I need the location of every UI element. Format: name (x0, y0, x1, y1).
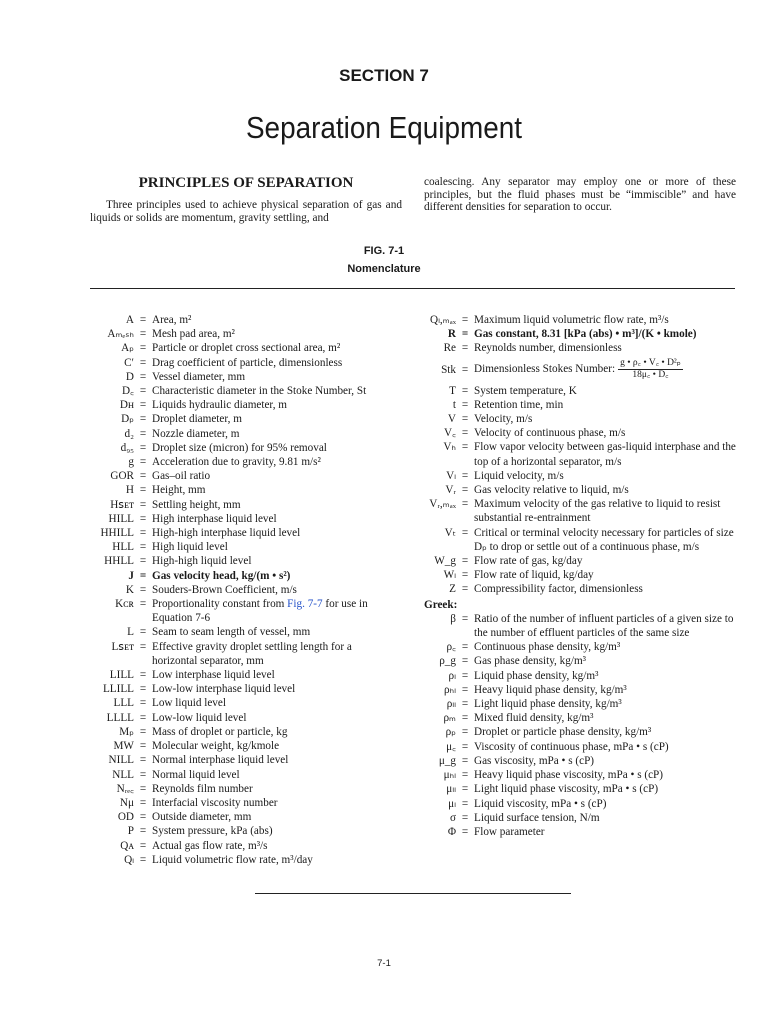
nomenclature-row: Hꜱᴇᴛ = Settling height, mm (90, 498, 390, 512)
nomenclature-row: μₗ = Liquid viscosity, mPa • s (cP) (420, 797, 738, 811)
nomenclature-row: d₂ = Nozzle diameter, m (90, 427, 390, 441)
nomenclature-row: t = Retention time, min (420, 398, 738, 412)
nomenclature-row: Qₗ,ₘₐₓ = Maximum liquid volumetric flow rate, m³/s (420, 313, 738, 327)
nomenclature-row: d₉₅ = Droplet size (micron) for 95% removal (90, 441, 390, 455)
definition: Liquids hydraulic diameter, m (152, 399, 288, 412)
definition: Liquid viscosity, mPa • s (cP) (474, 797, 607, 810)
symbol: Aₚ (121, 342, 134, 355)
symbol: ρₕₗ (444, 683, 456, 696)
definition: Critical or terminal velocity necessary for particles of size Dₚ to drop or settle out of a continuous phase, m/s (474, 526, 734, 553)
nomenclature-row: Vᵣ = Gas velocity relative to liquid, m/s (420, 483, 738, 497)
symbol: Aₘₑₛₕ (107, 328, 134, 341)
definition: Heavy liquid phase density, kg/m³ (474, 683, 627, 696)
symbol: J (128, 569, 134, 582)
symbol: LILL (109, 669, 134, 682)
symbol: Stk (441, 363, 456, 376)
symbol: K (125, 583, 134, 596)
definition: Normal liquid level (152, 768, 240, 781)
definition: Flow rate of liquid, kg/day (474, 569, 594, 582)
symbol: NLL (112, 768, 134, 781)
nomenclature-row: D꜀ = Characteristic diameter in the Stoke Number, St (90, 384, 390, 398)
symbol: ρₘ (443, 712, 456, 725)
symbol: LLILL (102, 683, 134, 696)
symbol: μₗₗ (446, 783, 456, 796)
definition: Low-low interphase liquid level (152, 683, 296, 696)
nomenclature-row: ρ꜀ = Continuous phase density, kg/m³ (420, 640, 738, 654)
symbol: HHLL (104, 555, 134, 568)
symbol: P (127, 825, 134, 838)
nomenclature-right-column (420, 313, 738, 839)
definition: Mesh pad area, m² (152, 328, 235, 341)
symbol: Kᴄʀ (115, 598, 134, 611)
definition: System temperature, K (474, 384, 577, 397)
nomenclature-row: LILL = Low interphase liquid level (90, 668, 390, 682)
nomenclature-row: Dʜ = Liquids hydraulic diameter, m (90, 398, 390, 412)
nomenclature-row: R = Gas constant, 8.31 [kPa (abs) • m³]/(K • kmole) (420, 327, 738, 341)
page-title: Separation Equipment (245, 110, 523, 145)
nomenclature-row: Φ = Flow parameter (420, 825, 738, 839)
symbol: V (447, 413, 456, 426)
nomenclature-row: A = Area, m² (90, 313, 390, 327)
symbol: Nᵣₑ꜀ (116, 782, 134, 795)
nomenclature-row: Dₚ = Droplet diameter, m (90, 412, 390, 426)
symbol: Re (443, 342, 456, 355)
nomenclature-row: Wₗ = Flow rate of liquid, kg/day (420, 568, 738, 582)
nomenclature-row: NILL = Normal interphase liquid level (90, 753, 390, 767)
symbol: HLL (112, 541, 134, 554)
symbol: OD (117, 811, 134, 824)
symbol: d₉₅ (120, 441, 134, 454)
definition: Actual gas flow rate, m³/s (152, 839, 268, 852)
definition: Gas velocity head, kg/(m • s²) (152, 569, 291, 582)
definition: Low-low liquid level (152, 711, 247, 724)
nomenclature-row: Nᵣₑ꜀ = Reynolds film number (90, 782, 390, 796)
definition: Velocity of continuous phase, m/s (474, 427, 626, 440)
definition: Acceleration due to gravity, 9.81 m/s² (152, 456, 321, 469)
top-rule (90, 288, 735, 289)
nomenclature-row: μ꜀ = Viscosity of continuous phase, mPa • s (cP) (420, 740, 738, 754)
page-number: 7-1 (377, 958, 391, 969)
nomenclature-row: J = Gas velocity head, kg/(m • s²) (90, 569, 390, 583)
symbol: μ_g (438, 754, 456, 767)
definition: Maximum liquid volumetric flow rate, m³/s (474, 314, 669, 326)
definition: Drag coefficient of particle, dimensionless (152, 356, 343, 369)
definition: Reynolds number, dimensionless (474, 342, 622, 355)
definition: Viscosity of continuous phase, mPa • s (cP) (474, 740, 669, 753)
definition: Characteristic diameter in the Stoke Number, St (152, 385, 367, 398)
nomenclature-row: ρₘ = Mixed fluid density, kg/m³ (420, 711, 738, 725)
symbol: R (447, 328, 456, 341)
nomenclature-row: β = Ratio of the number of influent particles of a given size to the number of effluent particles of the same size (420, 612, 738, 640)
nomenclature-row: Kᴄʀ = Proportionality constant from Fig. 7-7 for use in Equation 7-6 (90, 597, 390, 625)
nomenclature-row: Z = Compressibility factor, dimensionless (420, 582, 738, 596)
nomenclature-row: g = Acceleration due to gravity, 9.81 m/s² (90, 455, 390, 469)
intro-paragraph-left: Three principles used to achieve physical separation of gas and liquids or solids are momentum, gravity settling, and (90, 199, 402, 224)
nomenclature-row: HHILL = High-high interphase liquid level (90, 526, 390, 540)
symbol: μₗ (448, 797, 456, 810)
nomenclature-row: Qₗ = Liquid volumetric flow rate, m³/day (90, 853, 390, 867)
definition: Settling height, mm (152, 498, 241, 511)
nomenclature-row: NLL = Normal liquid level (90, 768, 390, 782)
definition: Vessel diameter, mm (152, 370, 246, 383)
definition: Low interphase liquid level (152, 669, 275, 682)
nomenclature-row: HLL = High liquid level (90, 540, 390, 554)
definition: Continuous phase density, kg/m³ (474, 641, 621, 654)
definition: Ratio of the number of influent particles of a given size to the number of effluent particles of the same size (474, 612, 734, 640)
symbol: β (450, 612, 456, 625)
symbol: HILL (108, 512, 134, 525)
definition: Height, mm (152, 484, 206, 497)
definition: Droplet size (micron) for 95% removal (152, 441, 327, 454)
definition: Souders-Brown Coefficient, m/s (152, 583, 297, 596)
definition: Liquid surface tension, N/m (474, 811, 600, 824)
definition: Gas constant, 8.31 [kPa (abs) • m³]/(K • kmole) (474, 328, 697, 341)
symbol: Qᴀ (120, 839, 134, 852)
definition: Proportionality constant from Fig. 7-7 for use in Equation 7-6 (152, 598, 368, 625)
symbol: t (452, 398, 456, 411)
definition: Dimensionless Stokes Number: $\frac{\text{g • ρ꜀ • V꜀ • D²ₚ}}{18\mu꜀ • D꜀}$ (474, 358, 681, 381)
figure-caption: Nomenclature (347, 263, 421, 275)
symbol: T (449, 384, 456, 397)
nomenclature-row: Vₗ = Liquid velocity, m/s (420, 469, 738, 483)
symbol: Mₚ (119, 725, 134, 738)
nomenclature-row: K = Souders-Brown Coefficient, m/s (90, 583, 390, 597)
definition: Particle or droplet cross sectional area, m² (152, 342, 341, 355)
definition: Seam to seam length of vessel, mm (152, 626, 311, 639)
nomenclature-row: V꜀ = Velocity of continuous phase, m/s (420, 426, 738, 440)
definition: Flow vapor velocity between gas-liquid interphase and the top of a horizontal separator, m/s (474, 441, 736, 468)
symbol: ρₗ (448, 669, 456, 682)
symbol: Nμ (119, 796, 134, 809)
nomenclature-row: Nμ = Interfacial viscosity number (90, 796, 390, 810)
nomenclature-row: μₕₗ = Heavy liquid phase viscosity, mPa • s (cP) (420, 768, 738, 782)
definition: Molecular weight, kg/kmole (152, 740, 280, 753)
symbol: LLL (113, 697, 134, 710)
nomenclature-row: ρₕₗ = Heavy liquid phase density, kg/m³ (420, 683, 738, 697)
definition: High liquid level (152, 541, 228, 554)
nomenclature-row: OD = Outside diameter, mm (90, 810, 390, 824)
symbol: Φ (447, 825, 456, 838)
nomenclature-row: GOR = Gas–oil ratio (90, 469, 390, 483)
symbol: Vᵣ (445, 484, 456, 497)
figure-link[interactable]: Fig. 7-7 (287, 598, 323, 611)
definition: Gas–oil ratio (152, 470, 211, 483)
symbol: Dₚ (121, 413, 134, 426)
fraction-numerator: g • ρ꜀ • V꜀ • D²ₚ (620, 358, 681, 369)
nomenclature-row: Stk = Dimensionless Stokes Number: $\frac{\text{g • ρ꜀ • V꜀ • D²ₚ}}{18\mu꜀ • D꜀}$ (420, 356, 738, 384)
symbol: Vₕ (443, 441, 456, 454)
definition: High-high liquid level (152, 555, 252, 568)
symbol: LLLL (106, 711, 134, 724)
nomenclature-row: Lꜱᴇᴛ = Effective gravity droplet settling length for a horizontal separator, mm (90, 640, 390, 668)
nomenclature-row: H = Height, mm (90, 483, 390, 497)
definition: Mixed fluid density, kg/m³ (474, 712, 594, 725)
nomenclature-row: W_g = Flow rate of gas, kg/day (420, 554, 738, 568)
nomenclature-left-column (90, 313, 390, 867)
definition: System pressure, kPa (abs) (152, 825, 273, 838)
definition: Light liquid phase viscosity, mPa • s (cP) (474, 783, 659, 796)
symbol: A (125, 314, 134, 326)
symbol: Qₗ (124, 853, 134, 866)
symbol: g (128, 456, 134, 469)
symbol: ρₚ (445, 726, 456, 739)
symbol: ρ_g (439, 655, 456, 668)
nomenclature-row: ρₗ = Liquid phase density, kg/m³ (420, 669, 738, 683)
symbol: D (125, 370, 134, 383)
nomenclature-row: V = Velocity, m/s (420, 412, 738, 426)
definition: Flow rate of gas, kg/day (474, 555, 583, 568)
symbol: L (127, 626, 134, 639)
definition: Liquid velocity, m/s (474, 469, 564, 482)
definition: Maximum velocity of the gas relative to liquid to resist substantial re-entrainment (474, 498, 721, 525)
symbol: d₂ (124, 427, 134, 440)
nomenclature-row: L = Seam to seam length of vessel, mm (90, 625, 390, 639)
intro-paragraph-right: coalescing. Any separator may employ one or more of these principles, but the fluid phases must be “immiscible” and have different densities for separation to occur. (424, 176, 736, 213)
definition: Flow parameter (474, 825, 545, 838)
nomenclature-row: ρₚ = Droplet or particle phase density, kg/m³ (420, 725, 738, 739)
nomenclature-row: HILL = High interphase liquid level (90, 512, 390, 526)
symbol: Wₗ (443, 569, 456, 582)
figure-label: FIG. 7-1 (363, 245, 405, 257)
nomenclature-row: Vₕ = Flow vapor velocity between gas-liquid interphase and the top of a horizontal separator, m/s (420, 440, 738, 468)
nomenclature-row: LLL = Low liquid level (90, 696, 390, 710)
greek-heading: Greek: (424, 598, 458, 611)
nomenclature-row: ρₗₗ = Light liquid phase density, kg/m³ (420, 697, 738, 711)
symbol: Qₗ,ₘₐₓ (429, 314, 456, 326)
symbol: D꜀ (122, 385, 134, 398)
definition: Normal interphase liquid level (152, 754, 289, 767)
definition: Nozzle diameter, m (152, 427, 240, 440)
symbol: σ (449, 811, 456, 824)
symbol: Dʜ (119, 399, 134, 412)
nomenclature-row: Mₚ = Mass of droplet or particle, kg (90, 725, 390, 739)
nomenclature-row: T = System temperature, K (420, 384, 738, 398)
definition: Gas phase density, kg/m³ (474, 655, 586, 668)
nomenclature-row: Aₘₑₛₕ = Mesh pad area, m² (90, 327, 390, 341)
definition: Low liquid level (152, 697, 226, 710)
definition: Gas velocity relative to liquid, m/s (474, 484, 629, 497)
nomenclature-row: D = Vessel diameter, mm (90, 370, 390, 384)
symbol: μ꜀ (446, 740, 456, 753)
nomenclature-row: Vᵣ,ₘₐₓ = Maximum velocity of the gas relative to liquid to resist substantial re-entrainment (420, 497, 738, 525)
definition: Droplet or particle phase density, kg/m³ (474, 726, 652, 739)
bottom-rule (255, 893, 571, 894)
definition: Area, m² (152, 314, 192, 326)
symbol: C′ (124, 356, 134, 369)
definition: Reynolds film number (152, 782, 253, 795)
definition: Mass of droplet or particle, kg (152, 725, 288, 738)
nomenclature-row: ρ_g = Gas phase density, kg/m³ (420, 654, 738, 668)
nomenclature-row: MW = Molecular weight, kg/kmole (90, 739, 390, 753)
definition: Heavy liquid phase viscosity, mPa • s (cP) (474, 769, 664, 782)
nomenclature-row: Re = Reynolds number, dimensionless (420, 341, 738, 355)
definition: Velocity, m/s (474, 413, 533, 426)
nomenclature-row: Qᴀ = Actual gas flow rate, m³/s (90, 839, 390, 853)
symbol: μₕₗ (443, 769, 456, 782)
definition: Compressibility factor, dimensionless (474, 583, 643, 596)
nomenclature-row: LLILL = Low-low interphase liquid level (90, 682, 390, 696)
nomenclature-row: μ_g = Gas viscosity, mPa • s (cP) (420, 754, 738, 768)
symbol: MW (113, 740, 134, 753)
principles-heading: PRINCIPLES OF SEPARATION (138, 175, 354, 191)
fraction-denominator: 18μ꜀ • D꜀ (632, 370, 669, 381)
symbol: HHILL (100, 527, 134, 540)
definition: Interfacial viscosity number (152, 796, 278, 809)
stokes-fraction (618, 358, 683, 381)
definition: Gas viscosity, mPa • s (cP) (474, 754, 595, 767)
definition: High-high interphase liquid level (152, 527, 301, 540)
nomenclature-row: P = System pressure, kPa (abs) (90, 824, 390, 838)
nomenclature-row: HHLL = High-high liquid level (90, 554, 390, 568)
symbol: GOR (110, 470, 134, 483)
definition: Droplet diameter, m (152, 413, 242, 426)
definition: Outside diameter, mm (152, 811, 252, 824)
definition: Liquid volumetric flow rate, m³/day (152, 853, 313, 866)
nomenclature-row: σ = Liquid surface tension, N/m (420, 811, 738, 825)
definition: Light liquid phase density, kg/m³ (474, 698, 622, 711)
definition: High interphase liquid level (152, 512, 277, 525)
section-label: SECTION 7 (339, 66, 429, 85)
symbol: H (125, 484, 134, 497)
symbol: Hꜱᴇᴛ (110, 498, 134, 511)
symbol: Vₜ (444, 526, 456, 539)
nomenclature-row: Vₜ = Critical or terminal velocity necessary for particles of size Dₚ to drop or settle out of a continuous phase, m/s (420, 526, 738, 554)
definition: Retention time, min (474, 398, 564, 411)
symbol: ρₗₗ (446, 698, 456, 711)
nomenclature-row: LLLL = Low-low liquid level (90, 711, 390, 725)
nomenclature-row: C′ = Drag coefficient of particle, dimensionless (90, 356, 390, 370)
symbol: Z (449, 583, 456, 596)
definition: Effective gravity droplet settling length for a horizontal separator, mm (152, 640, 352, 667)
symbol: ρ꜀ (446, 641, 456, 654)
symbol: W_g (434, 555, 456, 568)
nomenclature-row: Aₚ = Particle or droplet cross sectional area, m² (90, 341, 390, 355)
symbol: Vᵣ,ₘₐₓ (429, 498, 456, 511)
symbol: Lꜱᴇᴛ (111, 640, 134, 653)
symbol: NILL (108, 754, 134, 767)
symbol: V꜀ (444, 427, 456, 440)
symbol: Vₗ (446, 469, 456, 482)
definition: Liquid phase density, kg/m³ (474, 669, 599, 682)
nomenclature-row: μₗₗ = Light liquid phase viscosity, mPa • s (cP) (420, 782, 738, 796)
